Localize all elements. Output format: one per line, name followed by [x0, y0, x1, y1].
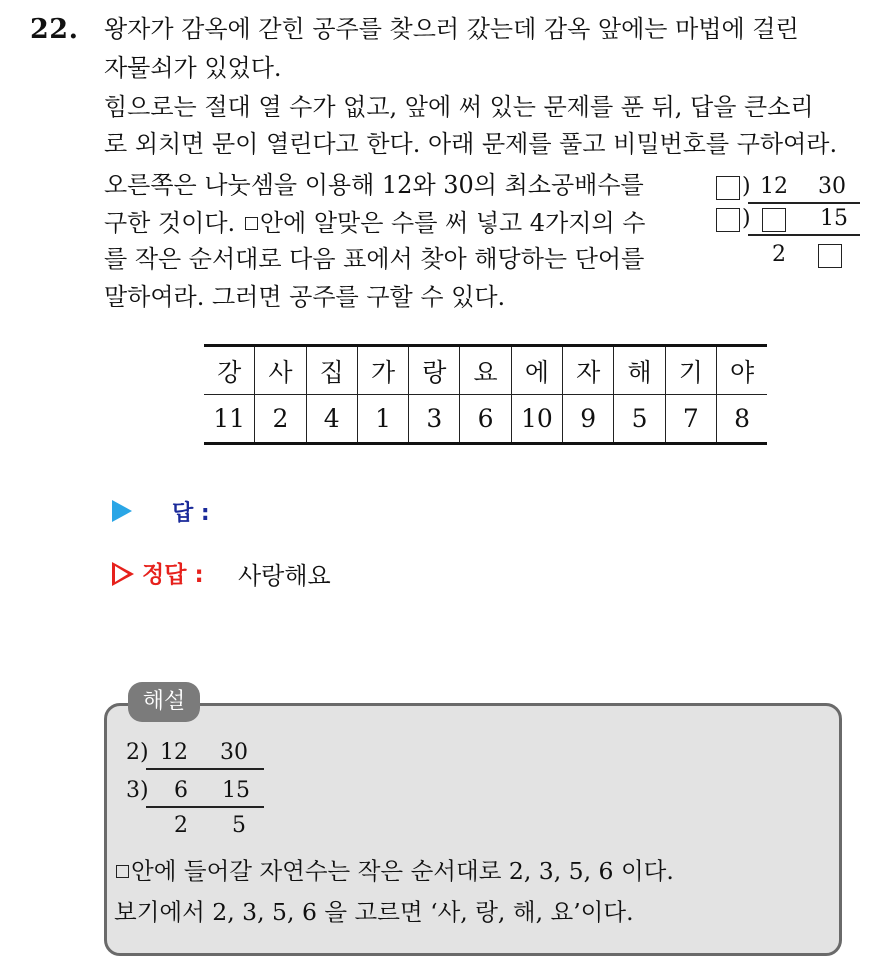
explanation-line-1	[114, 852, 674, 886]
explanation-line-1-text: 안에 들어갈 자연수는 작은 순서대로 2, 3, 5, 6 이다.	[131, 857, 674, 885]
question-line-8: 말하여라. 그러면 공주를 구할 수 있다.	[104, 283, 506, 311]
div-value-30: 30	[818, 174, 846, 199]
word-cell: 집	[306, 346, 357, 395]
exp-div-15: 15	[222, 778, 250, 803]
number-cell: 1	[357, 395, 408, 444]
div-paren-1: )	[742, 174, 751, 199]
word-cell: 기	[665, 346, 716, 395]
exp-div-paren-1: )	[140, 740, 149, 765]
blank-square-icon	[245, 217, 258, 230]
div-value-2: 2	[772, 242, 786, 267]
number-cell: 7	[665, 395, 716, 444]
question-line-6	[104, 208, 645, 238]
div-value-12: 12	[760, 174, 788, 199]
outline-arrow-icon	[112, 562, 134, 586]
question-line-7: 를 작은 순서대로 다음 표에서 찾아 해당하는 단어를	[104, 245, 645, 273]
division-figure	[712, 174, 862, 274]
explanation-tab: 해설	[128, 682, 200, 722]
blank-square-icon	[116, 865, 129, 878]
number-cell: 5	[614, 395, 665, 444]
number-cell: 11	[204, 395, 255, 444]
number-cell: 3	[409, 395, 460, 444]
div-value-15: 15	[820, 206, 848, 231]
answer-label: 답 :	[172, 501, 210, 526]
exp-div-q2: 2	[174, 813, 188, 838]
number-cell: 10	[511, 395, 562, 444]
explanation-line-2: 보기에서 2, 3, 5, 6 을 고르면 ‘사, 랑, 해, 요’이다.	[114, 898, 634, 926]
word-cell: 요	[460, 346, 511, 395]
play-arrow-icon	[112, 500, 132, 522]
word-cell: 가	[357, 346, 408, 395]
number-cell: 2	[255, 395, 306, 444]
quotient-blank-2[interactable]	[818, 244, 842, 268]
word-row	[204, 346, 767, 395]
exp-div-q5: 5	[232, 813, 246, 838]
exp-div-2: 2	[126, 740, 140, 765]
word-cell: 야	[716, 346, 767, 395]
word-cell: 에	[511, 346, 562, 395]
exp-div-6: 6	[174, 778, 188, 803]
word-cell: 강	[204, 346, 255, 395]
explanation-division	[126, 740, 276, 840]
word-cell: 자	[563, 346, 614, 395]
solution-value: 사랑해요	[238, 562, 331, 590]
divisor-blank-1[interactable]	[716, 176, 740, 200]
number-cell: 9	[563, 395, 614, 444]
question-line-5: 오른쪽은 나눗셈을 이용해 12와 30의 최소공배수를	[104, 171, 644, 199]
question-line-6b: 안에 알맞은 수를 써 넣고 4가지의 수	[259, 209, 646, 237]
exp-div-3: 3	[126, 778, 140, 803]
question-line-2: 자물쇠가 있었다.	[104, 54, 282, 82]
number-row	[204, 395, 767, 444]
question-line-3: 힘으로는 절대 열 수가 없고, 앞에 써 있는 문제를 푼 뒤, 답을 큰소리	[104, 93, 814, 121]
word-cell: 사	[255, 346, 306, 395]
div-paren-2: )	[742, 206, 751, 231]
question-number: 22.	[30, 14, 79, 45]
question-line-1: 왕자가 감옥에 갇힌 공주를 찾으러 갔는데 감옥 앞에는 마법에 걸린	[104, 15, 799, 43]
number-cell: 8	[716, 395, 767, 444]
exp-div-paren-2: )	[140, 778, 149, 803]
question-line-6a: 구한 것이다.	[104, 209, 236, 237]
divisor-blank-2[interactable]	[716, 208, 740, 232]
exp-div-12: 12	[160, 740, 188, 765]
word-cell: 랑	[409, 346, 460, 395]
number-cell: 4	[306, 395, 357, 444]
solution-label: 정답 :	[142, 562, 204, 588]
number-cell: 6	[460, 395, 511, 444]
word-table	[204, 344, 767, 445]
question-line-4: 로 외치면 문이 열린다고 한다. 아래 문제를 풀고 비밀번호를 구하여라.	[104, 130, 838, 158]
exp-div-30: 30	[220, 740, 248, 765]
quotient-blank-1[interactable]	[762, 208, 786, 232]
word-cell: 해	[614, 346, 665, 395]
